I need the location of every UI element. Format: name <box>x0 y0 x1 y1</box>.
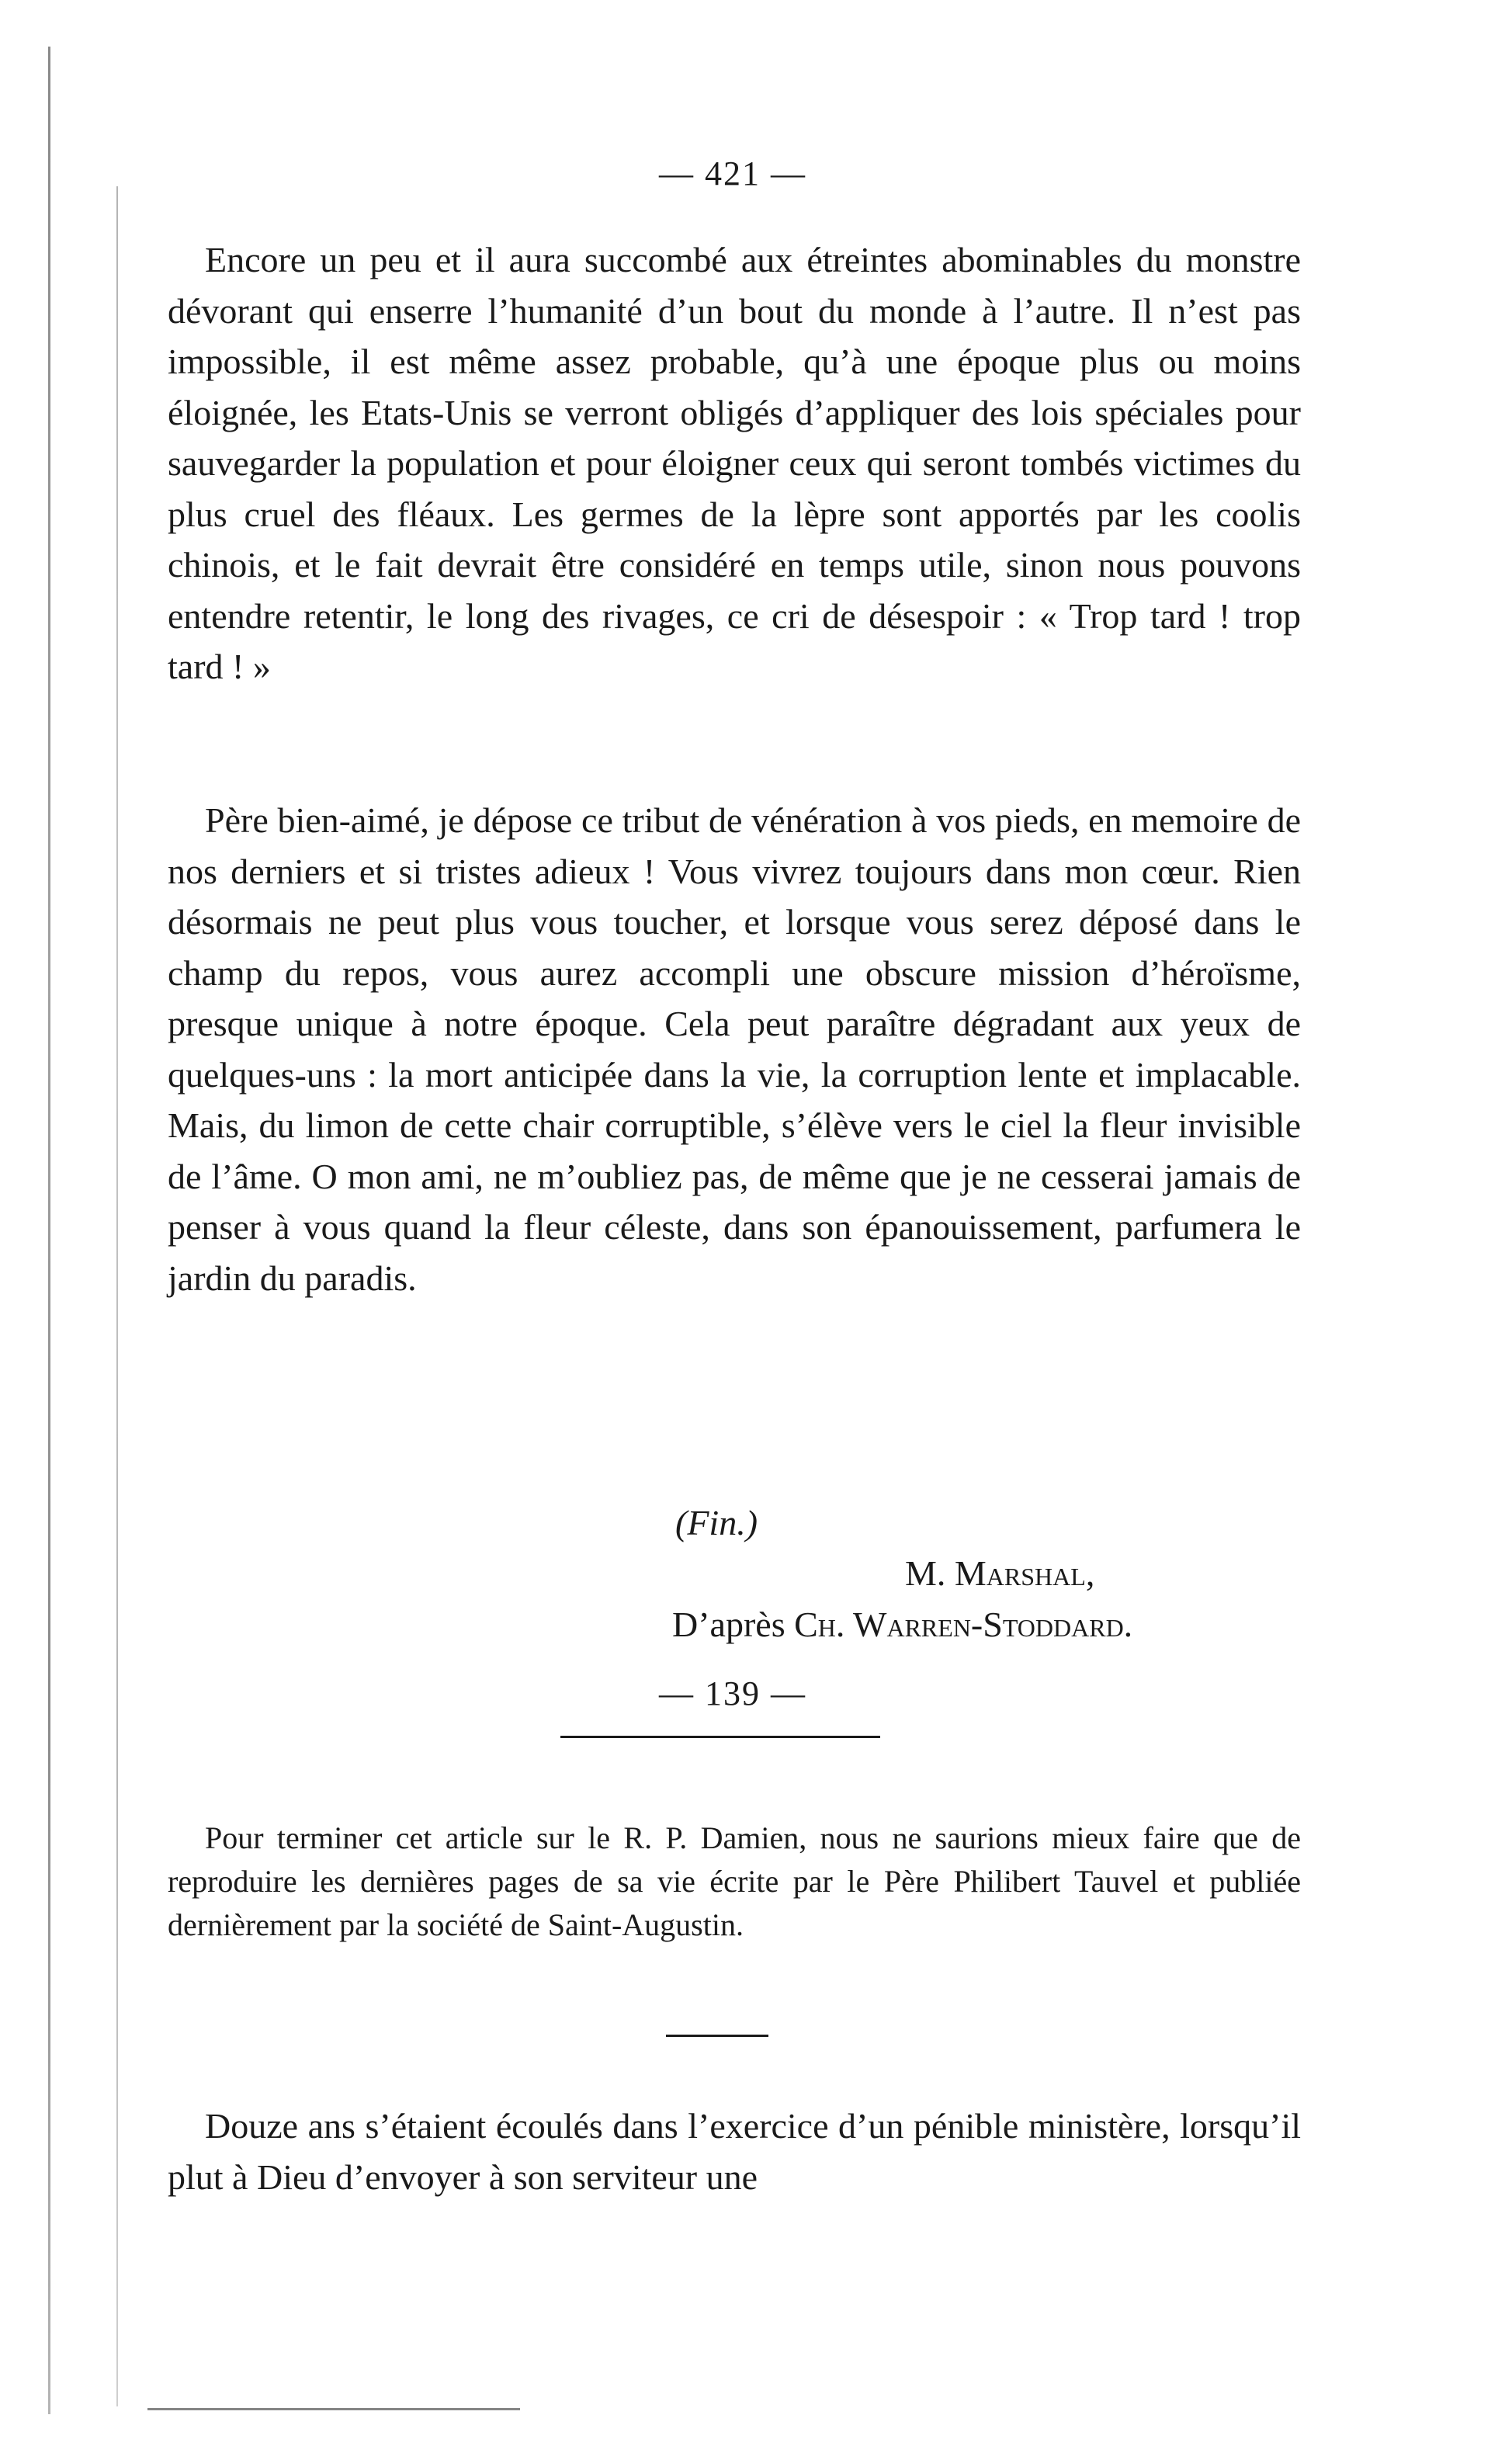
section-divider <box>560 1736 880 1738</box>
short-divider <box>666 2035 768 2037</box>
paragraph-text: Encore un peu et il aura succombé aux étreintes abominables du monstre dévorant qui enserre l’humanité d’un bout du monde à l’autre. Il n’est pas impossible, il est même assez probable, qu’à une époque plus ou moins éloignée, les Etats-Unis se verront obligés d’appliquer des lois spéciales pour sauvegarder la population et pour éloigner ceux qui seront tombés victimes du plus cruel des fléaux. Les germes de la lèpre sont apportés par les coolis chinois, et le fait devrait être considéré en temps utile, sinon nous pouvons entendre retentir, le long des rivages, ce cri de désespoir : « Trop tard ! trop tard ! » <box>168 240 1301 686</box>
end-marker: (Fin.) <box>675 1503 758 1542</box>
page-number-top: — 421 — <box>659 154 806 193</box>
author-signature <box>905 1553 1094 1594</box>
article-paragraph-1 <box>168 234 1301 692</box>
continuation-paragraph <box>168 2101 1301 2202</box>
source-author-name: Ch. Warren-Stoddard. <box>794 1605 1133 1644</box>
author-name: M. Marshal, <box>905 1553 1095 1593</box>
binding-edge-line <box>48 47 50 2414</box>
continuation-text: Douze ans s’étaient écoulés dans l’exercice d’un pénible ministère, lorsqu’il plut à Dieu d’envoyer à son serviteur une <box>168 2106 1301 2197</box>
paragraph-text: Père bien-aimé, je dépose ce tribut de vénération à vos pieds, en memoire de nos derniers et si tristes adieux ! Vous vivrez toujours dans mon cœur. Rien désormais ne peut plus vous toucher, et lorsque vous serez déposé dans le champ du repos, vous aurez accompli une obscure mission d’héroïsme, presque unique à notre époque. Cela peut paraître dégradant aux yeux de quelques-uns : la mort anticipée dans la vie, la corruption lente et implacable. Mais, du limon de cette chair corruptible, s’élève vers le ciel la fleur invisible de l’âme. O mon ami, ne m’oubliez pas, de même que je ne cesserai jamais de penser à vous quand la fleur céleste, dans son épanouissement, parfumera le jardin du paradis. <box>168 800 1301 1298</box>
article-paragraph-2 <box>168 795 1301 1303</box>
page-bottom-edge <box>147 2408 520 2410</box>
page-number-bottom: — 139 — <box>659 1674 806 1712</box>
editorial-note <box>168 1816 1301 1947</box>
binding-edge-shadow <box>116 186 118 2406</box>
source-attribution <box>672 1604 1132 1645</box>
attribution-prefix: D’après <box>672 1605 785 1644</box>
note-text: Pour terminer cet article sur le R. P. Damien, nous ne saurions mieux faire que de reproduire les dernières pages de sa vie écrite par le Père Philibert Tauvel et publiée dernièrement par la société de Saint-Augustin. <box>168 1820 1301 1942</box>
